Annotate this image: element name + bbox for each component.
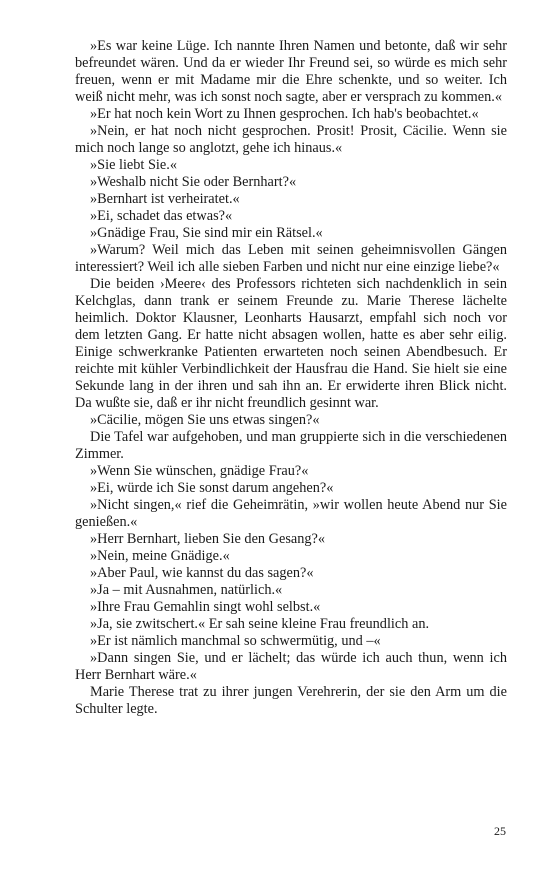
- paragraph: »Aber Paul, wie kannst du das sagen?«: [90, 565, 314, 581]
- paragraph: »Nicht singen,« rief die Geheimrätin, »wir wollen heute Abend nur Sie genießen.«: [75, 497, 507, 530]
- paragraph: »Ja, sie zwitschert.« Er sah seine kleine Frau freundlich an.: [90, 616, 430, 632]
- paragraph: »Wenn Sie wünschen, gnädige Frau?«: [90, 463, 309, 479]
- paragraph: »Nein, meine Gnädige.«: [90, 548, 230, 564]
- page-number: 25: [494, 824, 506, 838]
- paragraph: »Ja – mit Ausnahmen, natürlich.«: [90, 582, 283, 598]
- paragraph: »Er ist nämlich manchmal so schwermütig, und –«: [90, 633, 381, 649]
- book-page-text: [75, 38, 507, 718]
- paragraph: »Es war keine Lüge. Ich nannte Ihren Namen und betonte, daß wir sehr befreundet wären. Und da er wieder Ihr Freund sei, so würde es mich sehr freuen, wenn er mit Madame mir die Ehre schenkte, und so weiter. Ich weiß nicht mehr, was ich sonst noch sagte, aber er versprach zu kommen.«: [75, 38, 507, 105]
- paragraph: Die beiden ›Meere‹ des Professors richteten sich nachdenklich in sein Kelchglas, dann trank er seinem Freunde zu. Marie Therese lächelte heimlich. Doktor Klausner, Leonharts Hausarzt, empfahl sich noch vor dem letzten Gang. Er hatte nicht absagen wollen, hatte es aber sehr eilig. Einige schwerkranke Patienten erwarteten noch seinen Abendbesuch. Er reichte mit kühler Verbindlichkeit der Hausfrau die Hand. Sie hielt sie eine Sekunde lang in der ihren und sah ihn an. Er erwiderte ihren Blick nicht. Da wußte sie, daß er ihr nicht freundlich gesinnt war.: [75, 276, 507, 411]
- paragraph: »Bernhart ist verheiratet.«: [90, 191, 240, 207]
- paragraph: »Weshalb nicht Sie oder Bernhart?«: [90, 174, 297, 190]
- paragraph: »Nein, er hat noch nicht gesprochen. Prosit! Prosit, Cäcilie. Wenn sie mich noch lange so anglotzt, gehe ich hinaus.«: [75, 123, 507, 156]
- paragraph: Marie Therese trat zu ihrer jungen Verehrerin, der sie den Arm um die Schulter legte.: [75, 684, 507, 717]
- paragraph: »Ihre Frau Gemahlin singt wohl selbst.«: [90, 599, 321, 615]
- paragraph: »Sie liebt Sie.«: [90, 157, 177, 173]
- paragraph: Die Tafel war aufgehoben, und man gruppierte sich in die verschiedenen Zimmer.: [75, 429, 507, 462]
- paragraph: »Ei, schadet das etwas?«: [90, 208, 233, 224]
- paragraph: »Dann singen Sie, und er lächelt; das würde ich auch thun, wenn ich Herr Bernhart wäre.«: [75, 650, 507, 683]
- paragraph: »Herr Bernhart, lieben Sie den Gesang?«: [90, 531, 326, 547]
- paragraph: »Ei, würde ich Sie sonst darum angehen?«: [90, 480, 334, 496]
- paragraph: »Cäcilie, mögen Sie uns etwas singen?«: [90, 412, 320, 428]
- paragraph: »Er hat noch kein Wort zu Ihnen gesprochen. Ich hab's beobachtet.«: [90, 106, 479, 122]
- paragraph: »Gnädige Frau, Sie sind mir ein Rätsel.«: [90, 225, 323, 241]
- paragraph: »Warum? Weil mich das Leben mit seinen geheimnisvollen Gängen interessiert? Weil ich alle sieben Farben und nicht nur eine einzige liebe?«: [75, 242, 507, 275]
